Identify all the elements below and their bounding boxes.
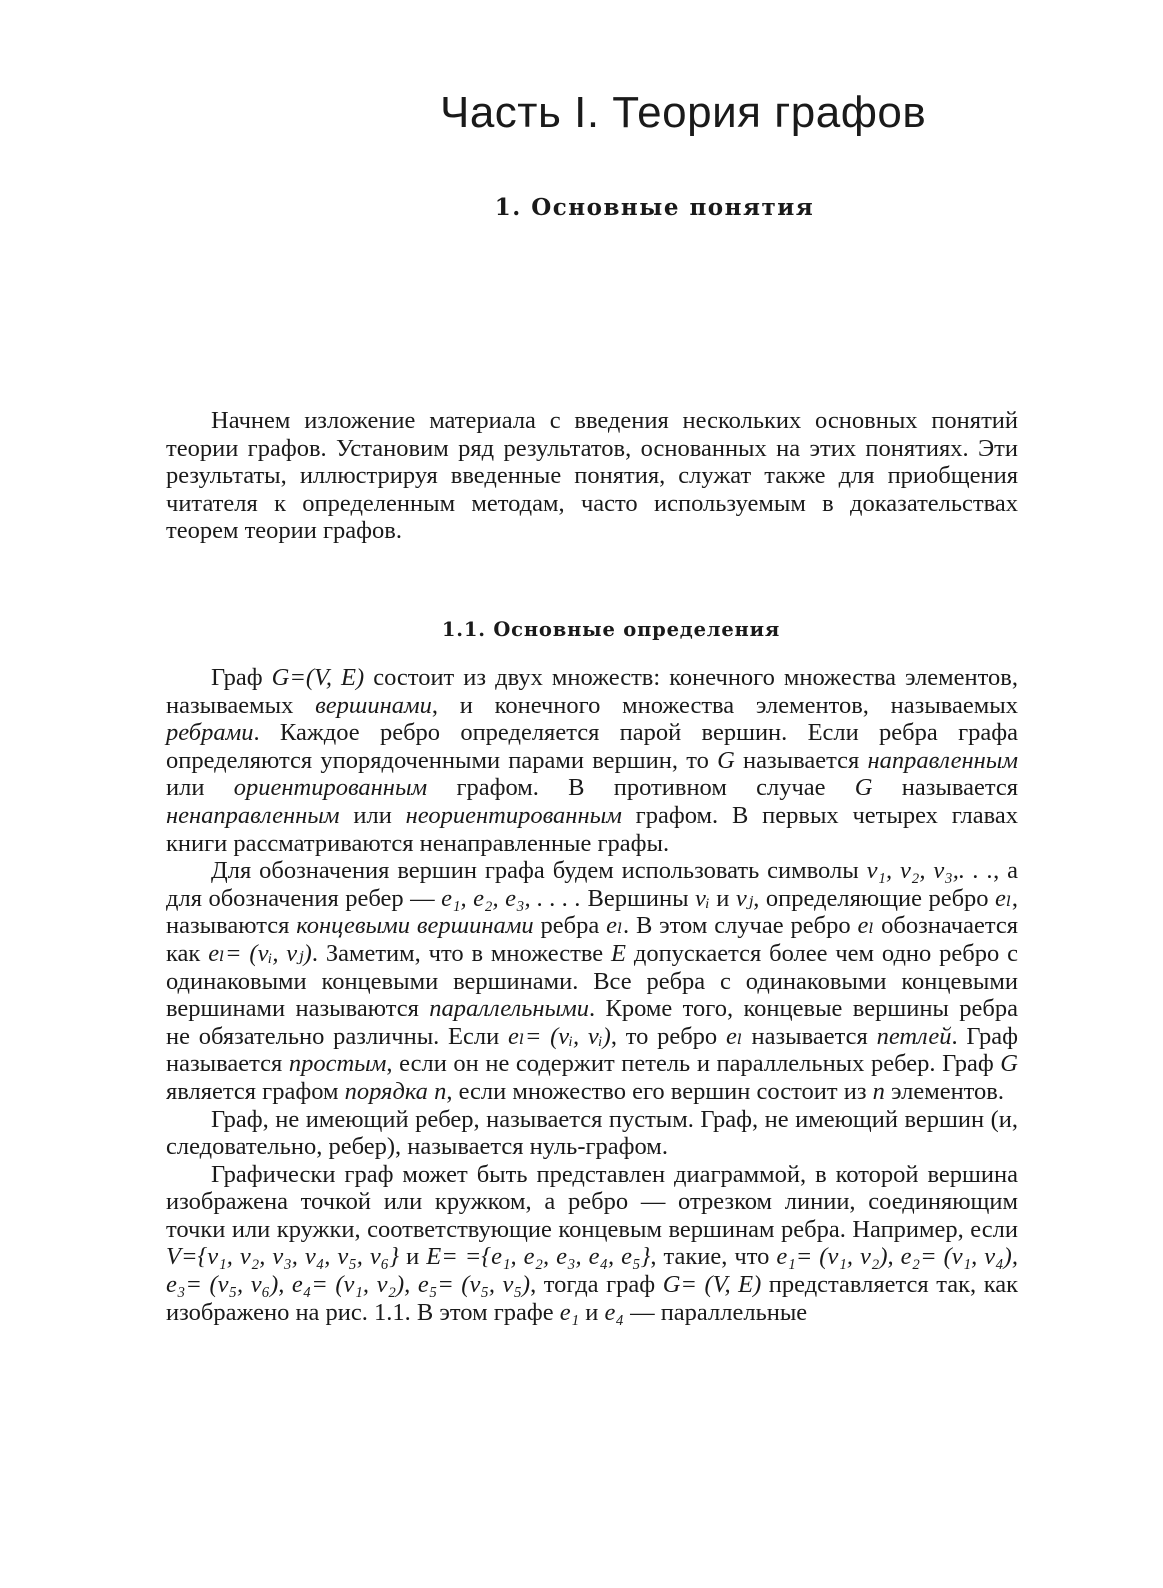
section-body xyxy=(166,664,1018,1326)
term-unoriented: неориентированным xyxy=(405,801,622,829)
term-vertices: вершинами xyxy=(315,691,432,719)
chapter-title: 1. Основные понятия xyxy=(494,194,815,221)
term-oriented: ориентированным xyxy=(233,774,428,802)
section-title: 1.1. Основные определения xyxy=(441,618,781,641)
paragraph-notation: Для обозначения вершин графа будем использовать символы v₁, v₂, v₃,. . ., а для обозначения ребер — e₁, e₂, e₃, . . . . Вершины vᵢ и vⱼ, определяющие ребро eₗ, называются концевыми вершинами ребра eₗ. В этом случае ребро eₗ обозначается как eₗ= (vᵢ, vⱼ). Заметим, что в множестве E допускается более чем одно ребро с одинаковыми концевыми вершинами. Все ребра с одинаковыми концевыми вершинами называются параллельными. Кроме того, концевые вершины ребра не обязательно различны. Если eₗ= (vᵢ, vᵢ), то ребро eₗ называется петлей. Граф называется простым, если он не содержит петель и параллельных ребер. Граф G является графом порядка n, если множество его вершин состоит из n элементов. xyxy=(166,857,1019,1105)
term-end-vertices: концевыми вершинами xyxy=(296,912,534,940)
term-directed: направленным xyxy=(867,746,1018,774)
term-loop: петлей xyxy=(876,1022,952,1050)
intro-paragraph: Начнем изложение материала с введения нескольких основных понятий теории графов. Установим ряд результатов, основанных на этих понятиях. Эти результаты, иллюстрируя введенные понятия, служат также для приобщения читателя к определенным методам, часто используемым в доказательствах теорем теории графов. xyxy=(166,407,1018,545)
term-undirected: ненаправленным xyxy=(166,801,340,829)
paragraph-diagram: Графически граф может быть представлен диаграммой, в которой вершина изображена точкой или кружком, а ребро — отрезком линии, соединяющим точки или кружки, соответствующие концевым вершинам ребра. Например, если V={v₁, v₂, v₃, v₄, v₅, v₆} и E= ={e₁, e₂, e₃, e₄, e₅}, такие, что e₁= (v₁, v₂), e₂= (v₁, v₄), e₃= (v₅, v₆), e₄= (v₁, v₂), e₅= (v₅, v₅), тогда граф G= (V, E) представляется так, как изображено на рис. 1.1. В этом графе e₁ и e₄ — параллельные xyxy=(166,1160,1019,1326)
intro-block xyxy=(166,407,1018,545)
paragraph-graph-definition: Граф G=(V, E) состоит из двух множеств: конечного множества элементов, называемых вершинами, и конечного множества элементов, называемых ребрами. Каждое ребро определяется парой вершин. Если ребра графа определяются упорядоченными парами вершин, то G называется направленным или ориентированным графом. В противном случае G называется ненаправленным или неориентированным графом. В первых четырех главах книги рассматриваются ненаправленные графы. xyxy=(166,664,1019,857)
paragraph-empty-graph: Граф, не имеющий ребер, называется пустым. Граф, не имеющий вершин (и, следовательно, ребер), называется нуль-графом. xyxy=(166,1105,1018,1161)
term-edges: ребрами xyxy=(166,719,254,747)
term-simple: простым xyxy=(288,1050,387,1078)
term-order: порядка xyxy=(344,1077,428,1105)
term-parallel: параллельными xyxy=(429,995,589,1023)
part-title: Часть I. Теория графов xyxy=(440,88,927,137)
